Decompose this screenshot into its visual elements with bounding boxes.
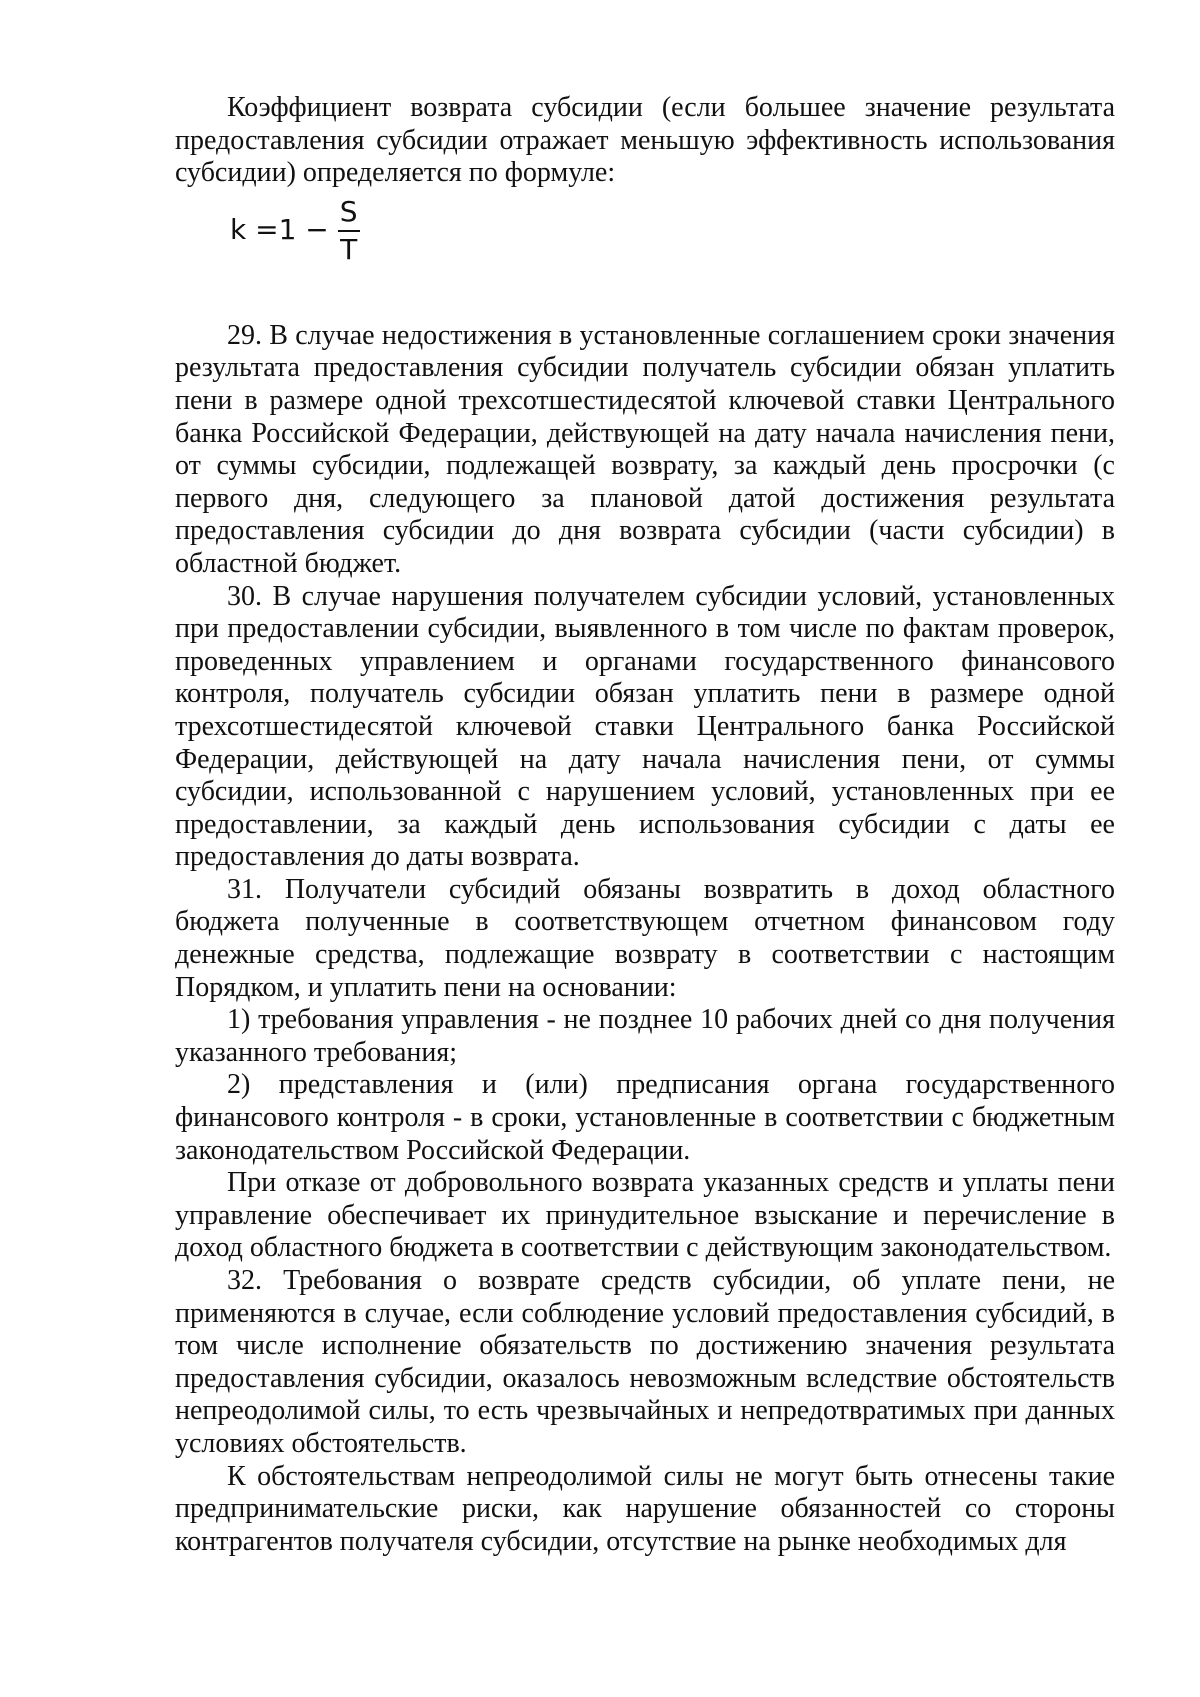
paragraph-32: 32. Требования о возврате средств субсидии, об уплате пени, не применяются в случае, если соблюдение условий предоставления субсидий, в том числе исполнение обязательств по достижению значения результата предоставления субсидии, оказалось невозможным вследствие обстоятельств непреодолимой силы, то есть чрезвычайных и непредотвратимых при данных условиях обстоятельств. (175, 1265, 1115, 1459)
return-coefficient-formula (230, 190, 1115, 272)
paragraph-force-majeure: К обстоятельствам непреодолимой силы не могут быть отнесены такие предпринимательские риски, как нарушение обязанностей со стороны контрагентов получателя субсидии, отсутствие на рынке необходимых для (175, 1460, 1115, 1557)
paragraph-31-item-2: 2) представления и (или) предписания органа государственного финансового контроля - в сроки, установленные в соответствии с бюджетным законодательством Российской Федерации. (175, 1069, 1115, 1166)
fraction-bar (338, 230, 360, 232)
paragraph-coefficient-intro: Коэффициент возврата субсидии (если большее значение результата предоставления субсидии отражает меньшую эффективность использования субсидии) определяется по формуле: (175, 92, 1115, 189)
document-page (175, 92, 1115, 1558)
formula-fraction (337, 194, 361, 266)
paragraph-30: 30. В случае нарушения получателем субсидии условий, установленных при предоставлении субсидии, выявленного в том числе по фактам проверок, проведенных управлением и органами государственного финансового контроля, получатель субсидии обязан уплатить пени в размере одной трехсотшестидесятой ключевой ставки Центрального банка Российской Федерации, действующей на дату начала начисления пени, от суммы субсидии, использованной с нарушением условий, установленных при ее предоставлении, за каждый день использования субсидии с даты ее предоставления до даты возврата. (175, 580, 1115, 873)
paragraph-29: 29. В случае недостижения в установленные соглашением сроки значения результата предоставления субсидии получатель субсидии обязан уплатить пени в размере одной трехсотшестидесятой ключевой ставки Центрального банка Российской Федерации, действующей на дату начала начисления пени, от суммы субсидии, подлежащей возврату, за каждый день просрочки (с первого дня, следующего за плановой датой достижения результата предоставления субсидии до дня возврата субсидии (части субсидии) в областной бюджет. (175, 319, 1115, 579)
paragraph-refusal: При отказе от добровольного возврата указанных средств и уплаты пени управление обеспечивает их принудительное взыскание и перечисление в доход областного бюджета в соответствии с действующим законодательством. (175, 1167, 1115, 1264)
paragraph-31: 31. Получатели субсидий обязаны возвратить в доход областного бюджета полученные в соответствующем отчетном финансовом году денежные средства, подлежащие возврату в соответствии с настоящим Порядком, и уплатить пени на основании: (175, 873, 1115, 1003)
formula-numerator: S (339, 194, 358, 228)
formula-denominator: T (340, 232, 358, 266)
formula-left-side: k =1 − (230, 213, 329, 247)
paragraph-31-item-1: 1) требования управления - не позднее 10 рабочих дней со дня получения указанного требования; (175, 1004, 1115, 1068)
